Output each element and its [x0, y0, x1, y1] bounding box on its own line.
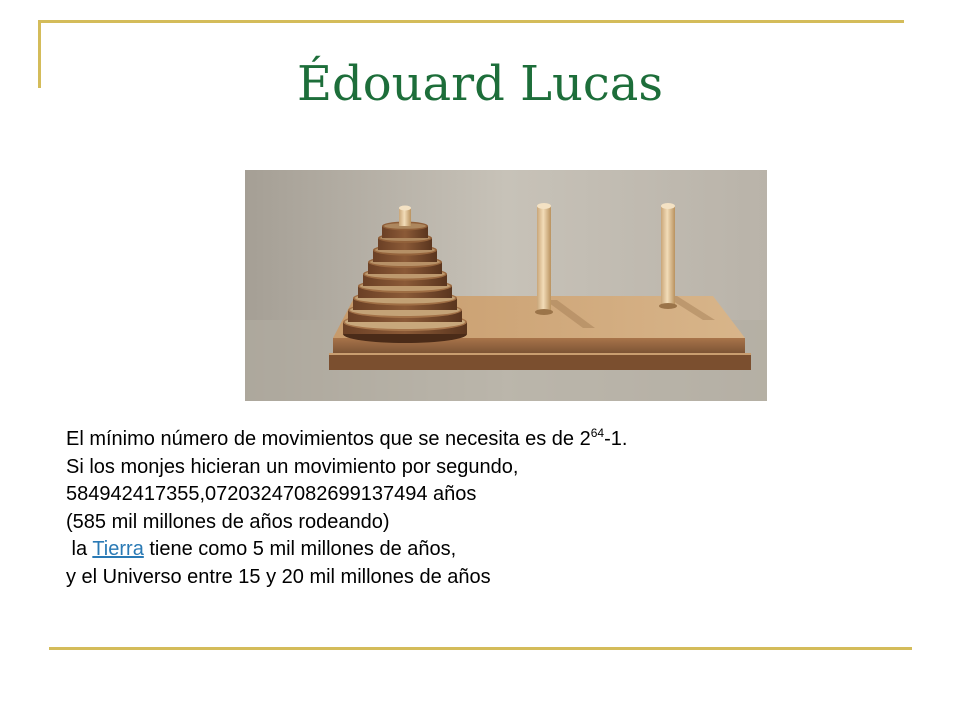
text-line-1: El mínimo número de movimientos que se necesita es de $2^{64}-1$.: [66, 426, 628, 450]
body-text: [66, 426, 926, 591]
text-line-2: Si los monjes hicieran un movimiento por segundo,: [66, 455, 519, 478]
exponent: 64: [590, 426, 605, 440]
top-rule: [41, 20, 904, 23]
text-line-6: y el Universo entre 15 y 20 mil millones de años: [66, 565, 491, 588]
bottom-rule: [49, 647, 912, 650]
text-line-4: (585 mil millones de años rodeando): [66, 510, 390, 533]
slide-title: Édouard Lucas: [296, 56, 664, 112]
tierra-link[interactable]: Tierra: [92, 538, 144, 560]
tower-of-hanoi-photo: [245, 170, 767, 401]
text-line-5: la Tierra tiene como 5 mil millones de años,: [66, 538, 457, 560]
text-line-3: 584942417355,07203247082699137494 años: [66, 483, 477, 505]
